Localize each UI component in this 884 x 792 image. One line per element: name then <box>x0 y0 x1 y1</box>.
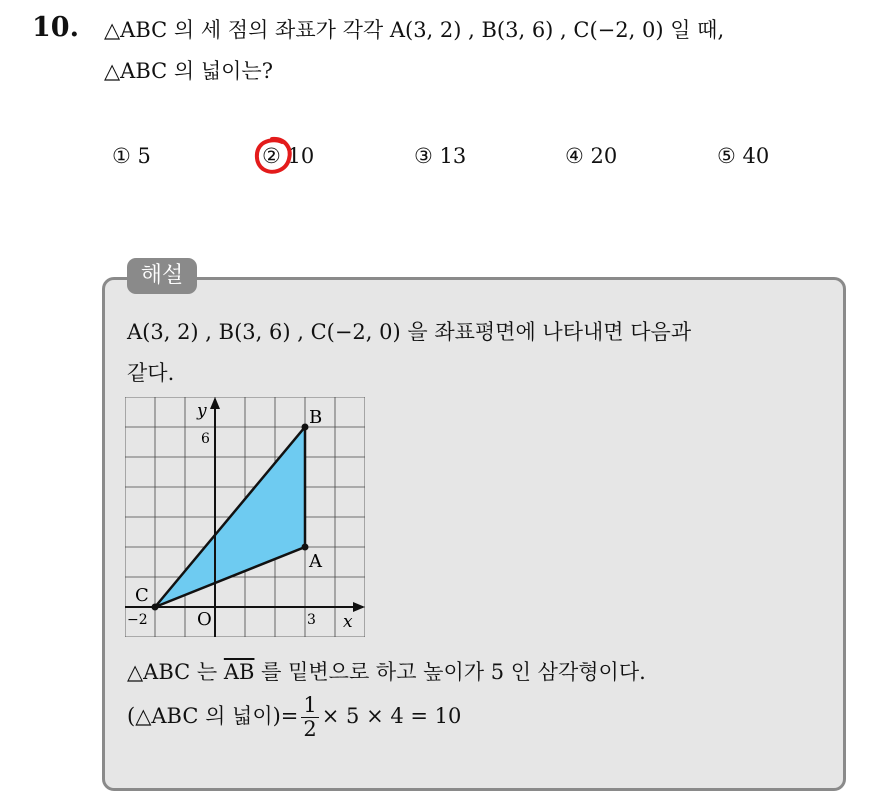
x-axis-label: x <box>343 612 353 632</box>
y-tick-6: 6 <box>201 431 210 447</box>
origin-label: O <box>197 609 212 630</box>
label-c: C <box>135 585 149 606</box>
y-axis-arrow <box>210 397 220 409</box>
label-b: B <box>309 407 323 428</box>
fraction-half <box>301 694 318 741</box>
point-a <box>302 544 309 551</box>
choice-2[interactable]: ② 10 <box>262 144 315 168</box>
solution-line2: 같다. <box>127 361 175 385</box>
question-text-line1: △ABC 의 세 점의 좌표가 각각 A(3, 2) , B(3, 6) , C(−2, 0) 일 때, <box>104 18 725 42</box>
fraction-numerator: 1 <box>303 693 317 717</box>
solution-line4 <box>127 694 461 741</box>
coordinate-graph <box>125 397 365 637</box>
solution-line3-pre: △ABC 는 <box>127 660 224 684</box>
choice-1[interactable]: ① 5 <box>112 144 151 168</box>
y-axis-label: y <box>197 401 207 421</box>
solution-line3 <box>127 656 646 686</box>
point-c <box>152 604 159 611</box>
x-tick-3: 3 <box>307 612 316 628</box>
fraction-denominator: 2 <box>303 717 317 742</box>
solution-tag: 해설 <box>127 258 197 294</box>
label-a: A <box>309 551 322 572</box>
choice-5[interactable]: ⑤ 40 <box>717 144 770 168</box>
answer-circle-mark <box>252 135 294 177</box>
solution-line4-post: × 5 × 4 = 10 <box>321 704 462 729</box>
x-axis-arrow <box>353 602 365 612</box>
choice-4[interactable]: ④ 20 <box>565 144 618 168</box>
question-number: 10. <box>32 12 79 43</box>
point-b <box>302 424 309 431</box>
question-text-line2: △ABC 의 넓이는? <box>104 59 273 83</box>
choice-3[interactable]: ③ 13 <box>414 144 467 168</box>
x-tick-neg2: −2 <box>127 612 148 628</box>
solution-line1: A(3, 2) , B(3, 6) , C(−2, 0) 을 좌표평면에 나타내면 다음과 <box>127 320 692 344</box>
segment-ab: $\overline{AB}$ <box>223 660 255 684</box>
solution-line3-post: 를 밑변으로 하고 높이가 5 인 삼각형이다. <box>254 660 646 684</box>
solution-line4-pre: (△ABC 의 넓이)= <box>127 704 299 729</box>
